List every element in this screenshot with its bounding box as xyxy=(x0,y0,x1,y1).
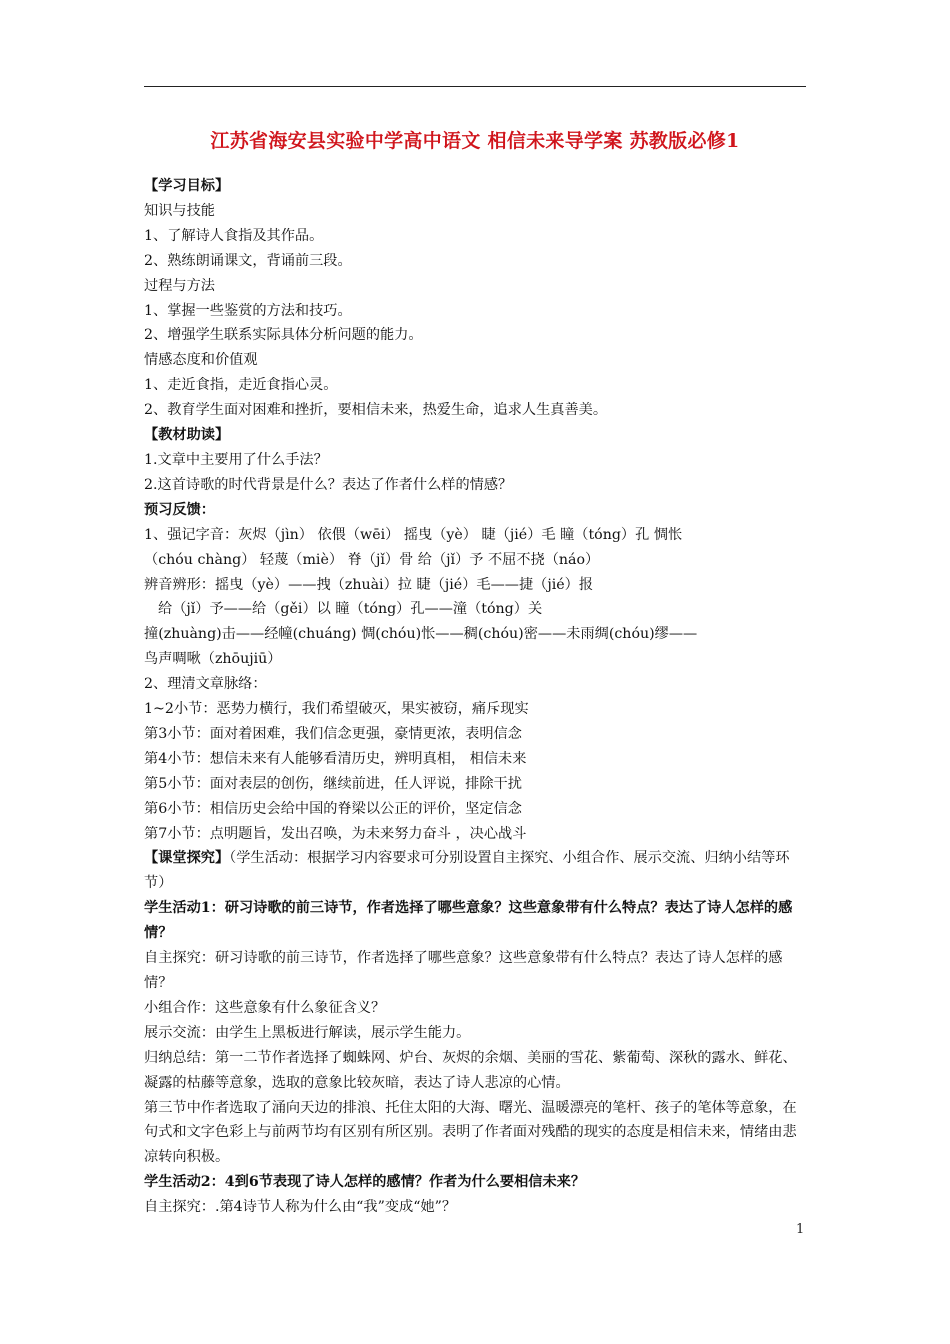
subheading-knowledge: 知识与技能 xyxy=(144,202,215,219)
body-line: 第7小节：点明题旨，发出召唤，为未来努力奋斗 ，决心战斗 xyxy=(144,825,527,842)
paragraph: 小组合作：这些意象有什么象征含义？ xyxy=(144,999,386,1016)
body-line: 第6小节：相信历史会给中国的脊梁以公正的评价，坚定信念 xyxy=(144,800,522,817)
document-body xyxy=(144,174,810,1220)
body-line: 第4小节：想信未来有人能够看清历史，辨明真相， 相信未来 xyxy=(144,750,527,767)
activity-2-title: 学生活动2：4到6节表现了诗人怎样的感情？作者为什么要相信未来？ xyxy=(144,1174,586,1191)
body-line: （chóu chàng） 轻蔑（miè） 脊（jǐ）骨 给（jǐ）予 不屈不挠（náo） xyxy=(144,551,600,568)
subheading-preview: 预习反馈： xyxy=(144,501,215,518)
subheading-emotion: 情感态度和价值观 xyxy=(144,352,258,369)
body-line: 第3小节：面对着困难，我们信念更强，豪情更浓，表明信念 xyxy=(144,725,522,742)
page-number: 1 xyxy=(796,1222,805,1237)
body-line: 2、理清文章脉络： xyxy=(144,676,267,693)
subheading-process: 过程与方法 xyxy=(144,277,215,294)
body-line: 1、走近食指，走近食指心灵。 xyxy=(144,377,338,394)
section-heading-explore: 【课堂探究】 xyxy=(144,850,230,867)
body-line: 2、增强学生联系实际具体分析问题的能力。 xyxy=(144,327,423,344)
body-line: 1、了解诗人食指及其作品。 xyxy=(144,227,324,244)
section-heading-goals: 【学习目标】 xyxy=(144,178,230,194)
document-title: 江苏省海安县实验中学高中语文 相信未来导学案 苏教版必修1 xyxy=(210,130,740,152)
body-line: 2、熟练朗诵课文，背诵前三段。 xyxy=(144,252,352,269)
body-line: 给（jǐ）予——给（gěi）以 瞳（tóng）孔——潼（tóng）关 xyxy=(158,601,543,618)
body-line: 1.文章中主要用了什么手法？ xyxy=(144,451,328,468)
paragraph: 自主探究：.第4诗节人称为什么由“我”变成“她”？ xyxy=(144,1199,457,1216)
body-line: 1~2小节：恶势力横行，我们希望破灭，果实被窃，痛斥现实 xyxy=(144,701,529,718)
paragraph: 自主探究：研习诗歌的前三诗节，作者选择了哪些意象？这些意象带有什么特点？表达了诗人怎样的感情？ xyxy=(144,950,783,991)
body-line: 1、掌握一些鉴赏的方法和技巧。 xyxy=(144,302,352,319)
body-line: 鸟声啁啾（zhōujiū） xyxy=(144,651,282,668)
paragraph: 展示交流：由学生上黑板进行解读，展示学生能力。 xyxy=(144,1024,471,1041)
paragraph: 第三节中作者选取了涌向天边的排浪、托住太阳的大海、曙光、温暖漂亮的笔杆、孩子的笔体等意象，在句式和文字色彩上与前两节均有区别有所区别。表明了作者面对残酷的现实的态度是相信未来，情绪由悲凉转向积极。 xyxy=(144,1099,797,1166)
body-line: 第5小节：面对表层的创伤，继续前进，任人评说，排除干扰 xyxy=(144,775,522,792)
explore-paragraph xyxy=(144,846,810,896)
body-line: 2、教育学生面对困难和挫折，要相信未来，热爱生命，追求人生真善美。 xyxy=(144,402,608,419)
body-line: 2.这首诗歌的时代背景是什么？表达了作者什么样的情感？ xyxy=(144,476,513,493)
body-line: 辨音辨形：摇曳（yè）——拽（zhuài）拉 睫（jié）毛——捷（jié）报 xyxy=(144,576,594,593)
section-heading-reading: 【教材助读】 xyxy=(144,427,230,444)
body-line: 1、强记字音：灰烬（jìn） 依偎（wēi） 摇曳（yè） 睫（jié）毛 瞳（tóng）孔 惆怅 xyxy=(144,526,683,543)
activity-1-title: 学生活动1：研习诗歌的前三诗节，作者选择了哪些意象？这些意象带有什么特点？表达了诗人怎样的感情？ xyxy=(144,900,793,942)
body-line: 撞(zhuàng)击——经幢(chuáng) 惆(chóu)怅——稠(chóu)密——未雨绸(chóu)缪—— xyxy=(144,626,698,643)
paragraph: 归纳总结：第一二节作者选择了蜘蛛网、炉台、灰烬的余烟、美丽的雪花、紫葡萄、深秋的露水、鲜花、凝露的枯藤等意象，选取的意象比较灰暗，表达了诗人悲凉的心情。 xyxy=(144,1049,797,1091)
explore-note: （学生活动：根据学习内容要求可分别设置自主探究、小组合作、展示交流、归纳小结等环节） xyxy=(144,850,790,892)
top-rule xyxy=(144,86,806,87)
